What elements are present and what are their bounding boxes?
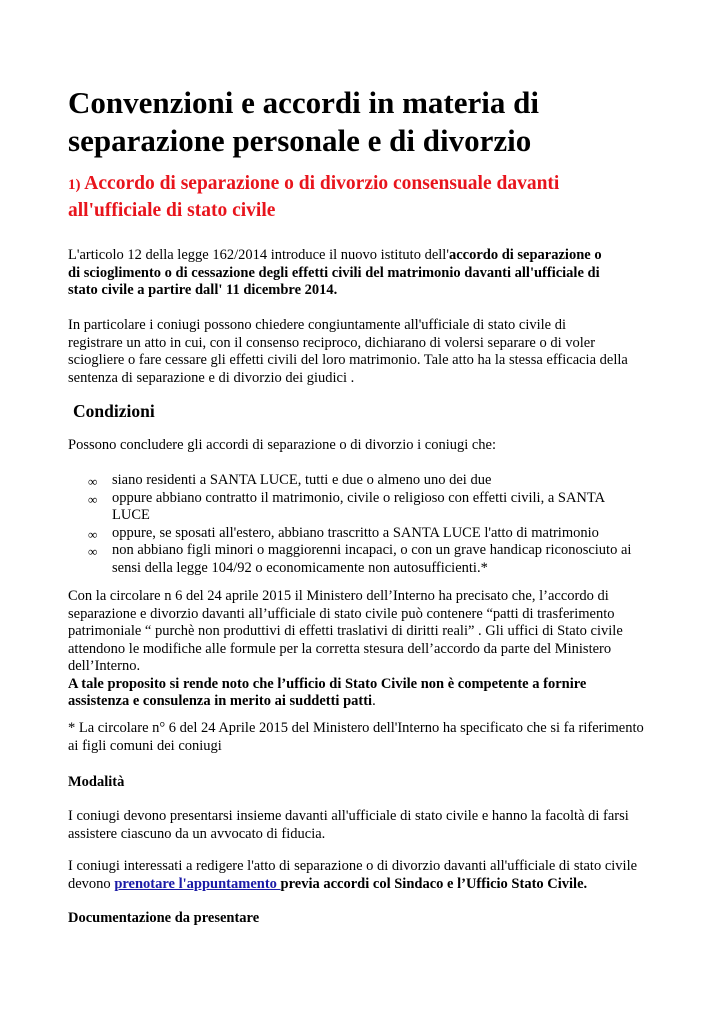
intro-bold-2: di scioglimento o di cessazione degli effetti civili del matrimonio davanti all'ufficiale di — [68, 264, 600, 281]
prenotare-appuntamento-link[interactable]: prenotare l'appuntamento — [114, 875, 281, 892]
subtitle-line-1: Accordo di separazione o di divorzio consensuale davanti — [80, 173, 560, 194]
particolare-line-2: registrare un atto in cui, con il consenso reciproco, dichiarano di volersi separare o di voler — [68, 334, 596, 351]
footnote-paragraph — [68, 720, 660, 755]
modalita-paragraph-2 — [68, 858, 660, 893]
circolare-notice-end: . — [372, 693, 376, 709]
subtitle-number: 1) — [68, 177, 81, 193]
list-item-text: LUCE — [112, 507, 150, 523]
section-subtitle — [68, 171, 660, 223]
particolare-line-3: sciogliere o fare cessare gli effetti civili del loro matrimonio. Tale atto ha la stessa efficacia della — [68, 352, 628, 368]
particolare-paragraph — [68, 317, 660, 387]
intro-bold-1: accordo di separazione o — [448, 247, 602, 263]
modalita-prefix: devono — [68, 875, 115, 892]
conditions-list — [68, 472, 660, 577]
intro-paragraph — [68, 247, 660, 300]
infinity-bullet-icon: ∞ — [88, 474, 98, 489]
footnote-line-1: * La circolare n° 6 del 24 Aprile 2015 del Ministero dell'Interno ha specificato che si fa riferimento — [68, 720, 644, 736]
modalita-line-1: I coniugi devono presentarsi insieme davanti all'ufficiale di stato civile e hanno la facoltà di farsi — [68, 808, 629, 824]
circolare-line-3: patrimoniale “ purchè non produttivi di effetti traslativi di diritti reali” . Gli uffici di Stato civile — [68, 623, 623, 639]
circolare-line-5: dell’Interno. — [68, 658, 141, 674]
modalita-line-2: assistere ciascuno da un avvocato di fiducia. — [68, 825, 326, 842]
infinity-bullet-icon: ∞ — [88, 526, 98, 542]
list-item-text: siano residenti a SANTA LUCE, tutti e due o almeno uno dei due — [112, 472, 492, 488]
circolare-paragraph — [68, 588, 660, 711]
conditions-intro: Possono concludere gli accordi di separazione o di divorzio i coniugi che: — [68, 437, 497, 453]
circolare-notice-line-1: A tale proposito si rende noto che l’ufficio di Stato Civile non è competente a fornire — [68, 675, 587, 692]
list-item-text: non abbiano figli minori o maggiorenni incapaci, o con un grave handicap riconosciuto ai — [112, 542, 632, 558]
list-item-text: oppure, se sposati all'estero, abbiano trascritto a SANTA LUCE l'atto di matrimonio — [112, 524, 599, 541]
infinity-bullet-icon: ∞ — [88, 491, 98, 507]
page-title — [68, 84, 660, 160]
list-item — [68, 490, 660, 525]
subtitle-line-2: all'ufficiale di stato civile — [68, 200, 276, 221]
particolare-line-1: In particolare i coniugi possono chiedere congiuntamente all'ufficiale di stato civile di — [68, 317, 566, 333]
particolare-line-4: sentenza di separazione e di divorzio dei giudici . — [68, 369, 355, 386]
footnote-line-2: ai figli comuni dei coniugi — [68, 737, 222, 754]
modalita-heading: Modalità — [68, 774, 125, 790]
documentazione-heading: Documentazione da presentare — [68, 910, 260, 926]
modalita-line-3: I coniugi interessati a redigere l'atto di separazione o di divorzio davanti all'ufficiale di stato civile — [68, 858, 638, 874]
intro-text: L'articolo 12 della legge 162/2014 introduce il nuovo istituto dell' — [68, 247, 449, 263]
infinity-bullet-icon: ∞ — [88, 544, 98, 559]
intro-bold-3: stato civile a partire dall' 11 dicembre 2014. — [68, 282, 338, 298]
circolare-line-4: attendono le modifiche alle formule per la corretta stesura dell’accordo da parte del Ministero — [68, 640, 612, 657]
list-item-text: oppure abbiano contratto il matrimonio, civile o religioso con effetti civili, a SANTA — [112, 489, 606, 506]
title-line-1: Convenzioni e accordi in materia di — [68, 85, 539, 120]
modalita-suffix: previa accordi col Sindaco e l’Ufficio Stato Civile. — [280, 875, 588, 892]
list-item-text: sensi della legge 104/92 o economicamente non autosufficienti.* — [112, 559, 488, 576]
list-item — [68, 542, 660, 577]
list-item — [68, 525, 660, 543]
circolare-line-2: separazione e divorzio davanti all’ufficiale di stato civile può contenere “patti di trasferimento — [68, 605, 615, 622]
title-line-2: separazione personale e di divorzio — [68, 123, 532, 158]
modalita-paragraph-1 — [68, 808, 660, 843]
list-item — [68, 472, 660, 490]
conditions-heading: Condizioni — [73, 401, 155, 421]
circolare-notice-line-2: assistenza e consulenza in merito ai suddetti patti — [68, 693, 373, 709]
circolare-line-1: Con la circolare n 6 del 24 aprile 2015 il Ministero dell’Interno ha precisato che, l’accordo di — [68, 588, 609, 604]
